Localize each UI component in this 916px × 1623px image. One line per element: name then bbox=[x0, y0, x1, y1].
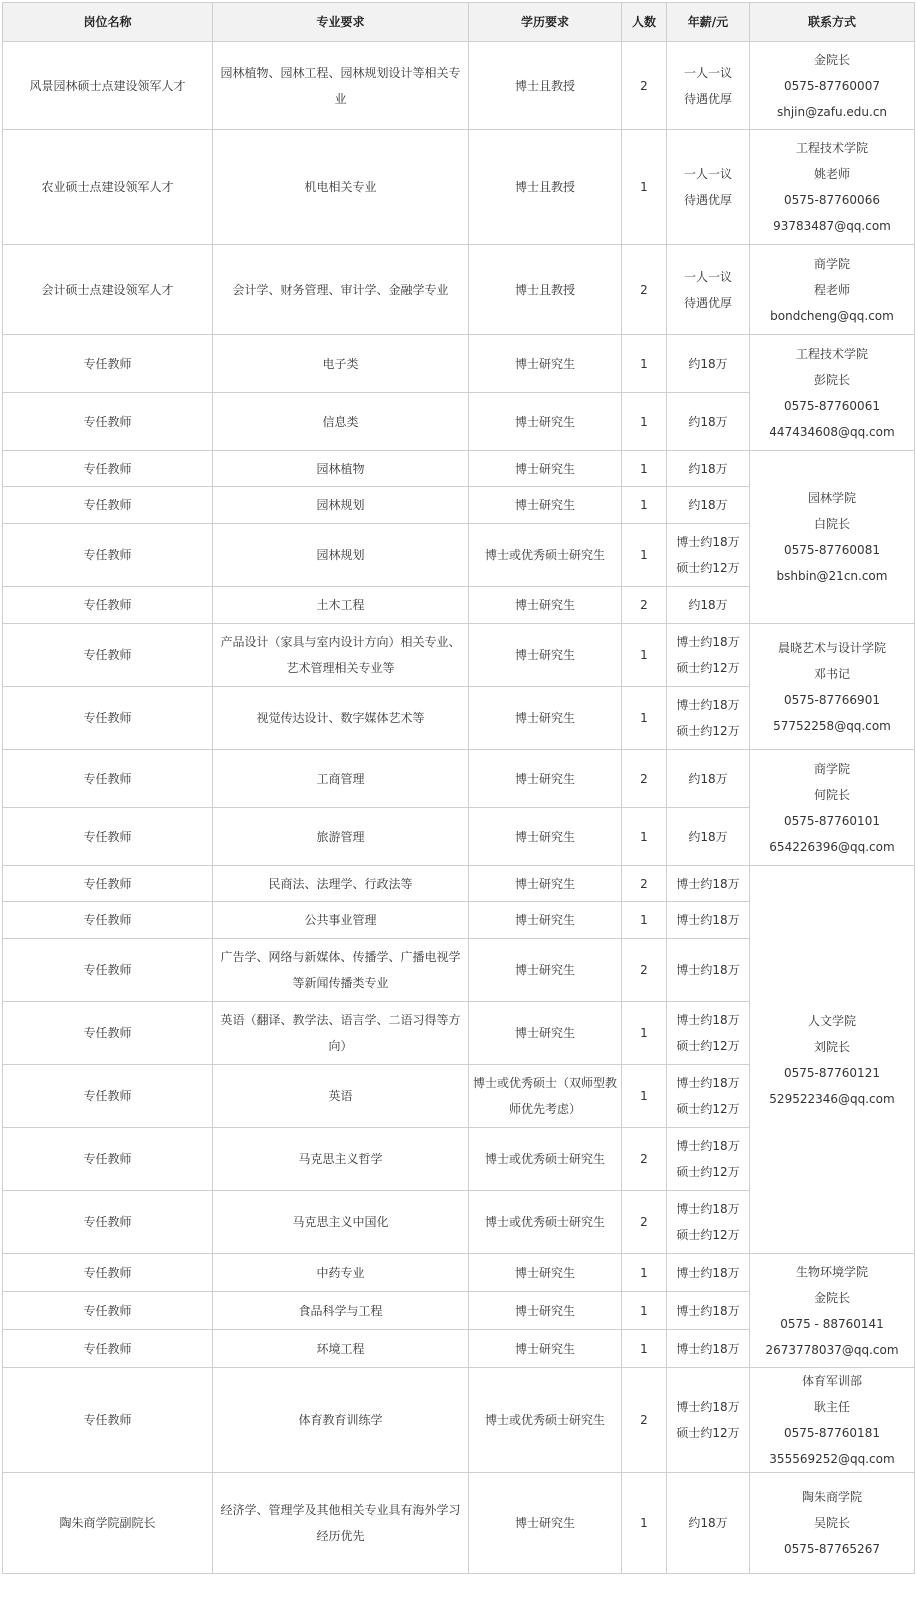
contact-line: 园林学院 bbox=[807, 491, 856, 505]
salary-line: 博士约18万 bbox=[676, 635, 740, 649]
salary-cell bbox=[667, 624, 750, 687]
count-cell: 2 bbox=[622, 587, 667, 624]
contact-line: 陶朱商学院 bbox=[801, 1490, 862, 1504]
table-row bbox=[3, 335, 915, 393]
position-cell: 专任教师 bbox=[3, 587, 213, 624]
position-cell: 专任教师 bbox=[3, 808, 213, 866]
count-cell: 2 bbox=[622, 245, 667, 335]
position-cell: 专任教师 bbox=[3, 866, 213, 902]
salary-cell bbox=[667, 487, 750, 524]
position-cell: 专任教师 bbox=[3, 687, 213, 750]
contact-line: bshbin@21cn.com bbox=[776, 569, 888, 583]
salary-line: 博士约18万 bbox=[676, 1139, 740, 1153]
salary-cell bbox=[667, 750, 750, 808]
degree-cell: 博士且教授 bbox=[469, 245, 622, 335]
contact-line: 白院长 bbox=[813, 517, 850, 531]
degree-cell: 博士且教授 bbox=[469, 42, 622, 130]
position-cell: 专任教师 bbox=[3, 524, 213, 587]
count-cell: 1 bbox=[622, 524, 667, 587]
header-salary: 年薪/元 bbox=[667, 3, 750, 42]
contact-cell bbox=[750, 245, 915, 335]
contact-line: 0575-87760066 bbox=[784, 193, 880, 207]
salary-line: 硕士约12万 bbox=[676, 1039, 740, 1053]
position-cell: 专任教师 bbox=[3, 750, 213, 808]
position-cell: 会计硕士点建设领军人才 bbox=[3, 245, 213, 335]
contact-line: 工程技术学院 bbox=[795, 141, 868, 155]
contact-line: 0575-87760101 bbox=[784, 813, 880, 828]
salary-line: 约18万 bbox=[688, 498, 728, 512]
major-cell: 园林植物、园林工程、园林规划设计等相关专业 bbox=[213, 42, 469, 130]
degree-cell: 博士或优秀硕士（双师型教师优先考虑） bbox=[469, 1065, 622, 1128]
salary-line: 待遇优厚 bbox=[683, 295, 732, 310]
degree-cell: 博士研究生 bbox=[469, 902, 622, 939]
major-cell: 经济学、管理学及其他相关专业具有海外学习经历优先 bbox=[213, 1473, 469, 1574]
header-degree: 学历要求 bbox=[469, 3, 622, 42]
position-cell: 专任教师 bbox=[3, 1002, 213, 1065]
table-row bbox=[3, 1368, 915, 1473]
contact-cell bbox=[750, 1473, 915, 1574]
contact-line: 57752258@qq.com bbox=[773, 718, 891, 733]
salary-line: 硕士约12万 bbox=[676, 661, 740, 675]
major-cell: 视觉传达设计、数字媒体艺术等 bbox=[213, 687, 469, 750]
count-cell: 1 bbox=[622, 1473, 667, 1574]
table-row bbox=[3, 750, 915, 808]
degree-cell: 博士研究生 bbox=[469, 808, 622, 866]
position-cell: 专任教师 bbox=[3, 335, 213, 393]
position-cell: 专任教师 bbox=[3, 939, 213, 1002]
contact-line: 529522346@qq.com bbox=[769, 1091, 895, 1106]
salary-cell bbox=[667, 245, 750, 335]
count-cell: 1 bbox=[622, 902, 667, 939]
contact-cell bbox=[750, 1368, 915, 1473]
salary-line: 博士约18万 bbox=[676, 1076, 740, 1090]
salary-line: 博士约18万 bbox=[676, 698, 740, 712]
salary-cell bbox=[667, 587, 750, 624]
header-contact: 联系方式 bbox=[750, 3, 915, 42]
contact-line: 商学院 bbox=[813, 256, 850, 271]
major-cell: 电子类 bbox=[213, 335, 469, 393]
table-row bbox=[3, 1254, 915, 1292]
degree-cell: 博士研究生 bbox=[469, 1473, 622, 1574]
contact-line: 0575-87760121 bbox=[784, 1065, 880, 1080]
salary-line: 博士约18万 bbox=[676, 1202, 740, 1216]
contact-line: 彭院长 bbox=[813, 372, 850, 387]
salary-line: 硕士约12万 bbox=[676, 561, 740, 575]
salary-line: 博士约18万 bbox=[676, 1303, 740, 1318]
salary-line: 博士约18万 bbox=[676, 1400, 740, 1414]
count-cell: 1 bbox=[622, 335, 667, 393]
salary-cell bbox=[667, 939, 750, 1002]
position-cell: 专任教师 bbox=[3, 1191, 213, 1254]
major-cell: 会计学、财务管理、审计学、金融学专业 bbox=[213, 245, 469, 335]
contact-line: 0575-87766901 bbox=[784, 692, 880, 707]
degree-cell: 博士研究生 bbox=[469, 451, 622, 487]
count-cell: 2 bbox=[622, 1368, 667, 1473]
contact-line: 654226396@qq.com bbox=[769, 839, 895, 854]
contact-line: 何院长 bbox=[813, 787, 850, 802]
count-cell: 1 bbox=[622, 624, 667, 687]
major-cell: 信息类 bbox=[213, 393, 469, 451]
salary-cell bbox=[667, 1254, 750, 1292]
salary-line: 一人一议 bbox=[683, 269, 732, 284]
salary-line: 博士约18万 bbox=[676, 1341, 740, 1356]
count-cell: 1 bbox=[622, 451, 667, 487]
degree-cell: 博士研究生 bbox=[469, 1254, 622, 1292]
contact-line: 0575-87765267 bbox=[784, 1542, 880, 1556]
degree-cell: 博士研究生 bbox=[469, 1002, 622, 1065]
salary-line: 约18万 bbox=[688, 1516, 728, 1530]
count-cell: 2 bbox=[622, 939, 667, 1002]
salary-cell bbox=[667, 524, 750, 587]
major-cell: 工商管理 bbox=[213, 750, 469, 808]
header-position: 岗位名称 bbox=[3, 3, 213, 42]
major-cell: 园林植物 bbox=[213, 451, 469, 487]
salary-line: 硕士约12万 bbox=[676, 1165, 740, 1179]
contact-line: 晨晓艺术与设计学院 bbox=[777, 640, 886, 655]
salary-line: 硕士约12万 bbox=[676, 1426, 740, 1440]
contact-cell bbox=[750, 624, 915, 750]
major-cell: 民商法、法理学、行政法等 bbox=[213, 866, 469, 902]
major-cell: 广告学、网络与新媒体、传播学、广播电视学等新闻传播类专业 bbox=[213, 939, 469, 1002]
degree-cell: 博士研究生 bbox=[469, 335, 622, 393]
salary-cell bbox=[667, 1368, 750, 1473]
salary-line: 博士约18万 bbox=[676, 913, 740, 927]
count-cell: 1 bbox=[622, 487, 667, 524]
degree-cell: 博士或优秀硕士研究生 bbox=[469, 1368, 622, 1473]
degree-cell: 博士研究生 bbox=[469, 393, 622, 451]
salary-cell bbox=[667, 1191, 750, 1254]
count-cell: 1 bbox=[622, 1254, 667, 1292]
recruitment-table bbox=[2, 2, 915, 1574]
count-cell: 1 bbox=[622, 1065, 667, 1128]
salary-line: 一人一议 bbox=[683, 65, 732, 80]
table-row bbox=[3, 42, 915, 130]
major-cell: 马克思主义哲学 bbox=[213, 1128, 469, 1191]
contact-line: 0575-87760081 bbox=[784, 543, 880, 557]
degree-cell: 博士研究生 bbox=[469, 1330, 622, 1368]
contact-line: shjin@zafu.edu.cn bbox=[776, 104, 888, 119]
table-row bbox=[3, 1473, 915, 1574]
salary-line: 博士约18万 bbox=[676, 963, 740, 977]
header-major: 专业要求 bbox=[213, 3, 469, 42]
contact-line: 刘院长 bbox=[813, 1039, 850, 1054]
degree-cell: 博士研究生 bbox=[469, 587, 622, 624]
degree-cell: 博士研究生 bbox=[469, 624, 622, 687]
header-count: 人数 bbox=[622, 3, 667, 42]
contact-line: 金院长 bbox=[813, 52, 850, 67]
major-cell: 体育教育训练学 bbox=[213, 1368, 469, 1473]
degree-cell: 博士研究生 bbox=[469, 939, 622, 1002]
salary-line: 约18万 bbox=[688, 598, 728, 612]
salary-line: 一人一议 bbox=[683, 167, 732, 181]
contact-cell bbox=[750, 1254, 915, 1368]
count-cell: 2 bbox=[622, 750, 667, 808]
degree-cell: 博士且教授 bbox=[469, 130, 622, 245]
salary-line: 博士约18万 bbox=[676, 1265, 740, 1280]
salary-cell bbox=[667, 1128, 750, 1191]
contact-line: 商学院 bbox=[813, 761, 850, 776]
salary-cell bbox=[667, 451, 750, 487]
major-cell: 马克思主义中国化 bbox=[213, 1191, 469, 1254]
salary-line: 硕士约12万 bbox=[676, 1102, 740, 1116]
salary-line: 博士约18万 bbox=[676, 1013, 740, 1027]
salary-line: 待遇优厚 bbox=[683, 193, 732, 207]
salary-line: 约18万 bbox=[688, 829, 728, 844]
contact-line: 93783487@qq.com bbox=[773, 219, 891, 233]
position-cell: 专任教师 bbox=[3, 1128, 213, 1191]
contact-cell bbox=[750, 130, 915, 245]
major-cell: 土木工程 bbox=[213, 587, 469, 624]
major-cell: 产品设计（家具与室内设计方向）相关专业、艺术管理相关专业等 bbox=[213, 624, 469, 687]
major-cell: 中药专业 bbox=[213, 1254, 469, 1292]
salary-line: 约18万 bbox=[688, 356, 728, 371]
salary-cell bbox=[667, 687, 750, 750]
contact-cell bbox=[750, 335, 915, 451]
contact-line: 0575-87760007 bbox=[784, 78, 880, 93]
contact-line: 工程技术学院 bbox=[795, 346, 868, 361]
table-body bbox=[3, 42, 915, 1574]
major-cell: 英语（翻译、教学法、语言学、二语习得等方向） bbox=[213, 1002, 469, 1065]
salary-line: 硕士约12万 bbox=[676, 1228, 740, 1242]
position-cell: 专任教师 bbox=[3, 902, 213, 939]
degree-cell: 博士研究生 bbox=[469, 687, 622, 750]
contact-line: 0575-87760181 bbox=[784, 1426, 880, 1440]
position-cell: 风景园林硕士点建设领军人才 bbox=[3, 42, 213, 130]
degree-cell: 博士研究生 bbox=[469, 750, 622, 808]
contact-line: 2673778037@qq.com bbox=[765, 1342, 899, 1357]
salary-cell bbox=[667, 902, 750, 939]
position-cell: 专任教师 bbox=[3, 451, 213, 487]
degree-cell: 博士或优秀硕士研究生 bbox=[469, 1128, 622, 1191]
degree-cell: 博士研究生 bbox=[469, 866, 622, 902]
salary-line: 约18万 bbox=[688, 771, 728, 786]
salary-cell bbox=[667, 866, 750, 902]
table-row bbox=[3, 624, 915, 687]
position-cell: 陶朱商学院副院长 bbox=[3, 1473, 213, 1574]
contact-line: 447434608@qq.com bbox=[769, 424, 895, 439]
salary-cell bbox=[667, 335, 750, 393]
contact-line: 姚老师 bbox=[813, 167, 850, 181]
salary-line: 约18万 bbox=[688, 414, 728, 429]
contact-line: 耿主任 bbox=[813, 1400, 850, 1414]
major-cell: 环境工程 bbox=[213, 1330, 469, 1368]
count-cell: 1 bbox=[622, 687, 667, 750]
contact-line: 人文学院 bbox=[807, 1013, 856, 1028]
salary-line: 博士约18万 bbox=[676, 876, 740, 891]
contact-line: 355569252@qq.com bbox=[769, 1452, 895, 1466]
degree-cell: 博士研究生 bbox=[469, 1292, 622, 1330]
position-cell: 专任教师 bbox=[3, 1292, 213, 1330]
position-cell: 农业硕士点建设领军人才 bbox=[3, 130, 213, 245]
contact-line: 金院长 bbox=[813, 1290, 850, 1305]
salary-line: 约18万 bbox=[688, 461, 728, 476]
count-cell: 1 bbox=[622, 808, 667, 866]
salary-line: 硕士约12万 bbox=[676, 724, 740, 738]
count-cell: 1 bbox=[622, 1330, 667, 1368]
contact-cell bbox=[750, 750, 915, 866]
position-cell: 专任教师 bbox=[3, 487, 213, 524]
count-cell: 2 bbox=[622, 866, 667, 902]
position-cell: 专任教师 bbox=[3, 1254, 213, 1292]
contact-line: 0575-87760061 bbox=[784, 398, 880, 413]
position-cell: 专任教师 bbox=[3, 624, 213, 687]
salary-cell bbox=[667, 1002, 750, 1065]
contact-line: 体育军训部 bbox=[801, 1374, 862, 1388]
contact-cell bbox=[750, 42, 915, 130]
salary-cell bbox=[667, 130, 750, 245]
table-row bbox=[3, 451, 915, 487]
degree-cell: 博士或优秀硕士研究生 bbox=[469, 1191, 622, 1254]
contact-cell bbox=[750, 866, 915, 1254]
major-cell: 英语 bbox=[213, 1065, 469, 1128]
salary-cell bbox=[667, 1292, 750, 1330]
count-cell: 1 bbox=[622, 393, 667, 451]
table-header bbox=[3, 3, 915, 42]
major-cell: 机电相关专业 bbox=[213, 130, 469, 245]
contact-line: 邓书记 bbox=[813, 666, 850, 681]
header-row bbox=[3, 3, 915, 42]
salary-cell bbox=[667, 393, 750, 451]
major-cell: 园林规划 bbox=[213, 487, 469, 524]
count-cell: 2 bbox=[622, 1191, 667, 1254]
contact-line: 0575 - 88760141 bbox=[780, 1316, 884, 1331]
salary-cell bbox=[667, 1065, 750, 1128]
major-cell: 公共事业管理 bbox=[213, 902, 469, 939]
contact-line: bondcheng@qq.com bbox=[770, 308, 894, 323]
salary-line: 待遇优厚 bbox=[683, 91, 732, 106]
salary-cell bbox=[667, 808, 750, 866]
count-cell: 1 bbox=[622, 1292, 667, 1330]
contact-line: 吴院长 bbox=[813, 1516, 850, 1530]
count-cell: 1 bbox=[622, 1002, 667, 1065]
salary-cell bbox=[667, 1330, 750, 1368]
position-cell: 专任教师 bbox=[3, 1368, 213, 1473]
contact-line: 生物环境学院 bbox=[795, 1264, 868, 1279]
count-cell: 2 bbox=[622, 42, 667, 130]
degree-cell: 博士或优秀硕士研究生 bbox=[469, 524, 622, 587]
contact-line: 程老师 bbox=[813, 282, 850, 297]
table-row bbox=[3, 866, 915, 902]
salary-line: 博士约18万 bbox=[676, 535, 740, 549]
position-cell: 专任教师 bbox=[3, 393, 213, 451]
count-cell: 1 bbox=[622, 130, 667, 245]
major-cell: 园林规划 bbox=[213, 524, 469, 587]
major-cell: 食品科学与工程 bbox=[213, 1292, 469, 1330]
degree-cell: 博士研究生 bbox=[469, 487, 622, 524]
salary-cell bbox=[667, 1473, 750, 1574]
table-row bbox=[3, 245, 915, 335]
salary-cell bbox=[667, 42, 750, 130]
major-cell: 旅游管理 bbox=[213, 808, 469, 866]
position-cell: 专任教师 bbox=[3, 1330, 213, 1368]
count-cell: 2 bbox=[622, 1128, 667, 1191]
table-row bbox=[3, 130, 915, 245]
position-cell: 专任教师 bbox=[3, 1065, 213, 1128]
contact-cell bbox=[750, 451, 915, 624]
